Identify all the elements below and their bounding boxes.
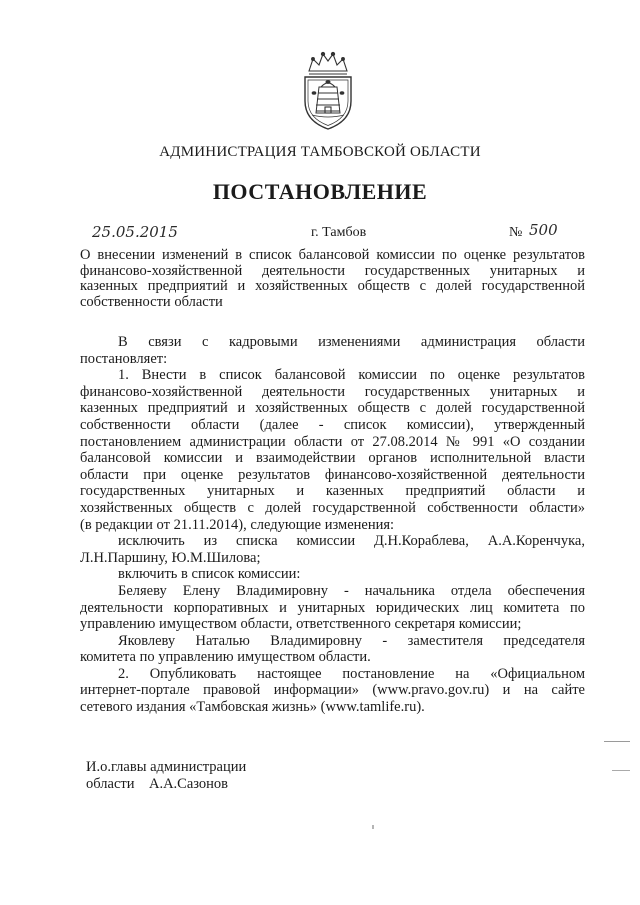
- subject-line: собственности области: [80, 293, 223, 310]
- item1-line: области при оценке результатов финансово-хозяйственной деятельности: [80, 466, 585, 483]
- member1-line: Беляеву Елену Владимировну - начальника отдела обеспечения: [118, 582, 585, 599]
- item2-line: сетевого издания «Тамбовская жизнь» (www.tamlife.ru).: [80, 699, 425, 716]
- scan-mark: [604, 741, 630, 742]
- number-label: №: [509, 225, 523, 240]
- preamble-line: постановляет:: [80, 350, 168, 367]
- member2-line: комитета по управлению имуществом области.: [80, 649, 371, 666]
- exclude-line: Л.Н.Паршину, Ю.М.Шилова;: [80, 549, 261, 566]
- subject-line: О внесении изменений в список балансовой комиссии по оценке результатов: [80, 247, 585, 263]
- item1-line: (в редакции от 21.11.2014), следующие изменения:: [80, 516, 395, 533]
- item1-line: собственности области (далее - список комиссии), утвержденный: [80, 416, 585, 433]
- document-type: ПОСТАНОВЛЕНИЕ: [212, 179, 428, 204]
- item1-line: постановлением администрации области от 27.08.2014 № 991 «О создании: [80, 433, 585, 450]
- document-body: [80, 334, 585, 716]
- item2-line: интернет-портале правовой информации» (www.pravo.gov.ru) и на сайте: [80, 682, 585, 699]
- document-subject: [80, 248, 585, 310]
- coat-of-arms-icon: [297, 49, 359, 131]
- member1-line: деятельности корпоративных и унитарных юридических лиц комитета по: [80, 599, 585, 616]
- item1-line: балансовой комиссии и взаимодействии органов исполнительной власти: [80, 450, 585, 467]
- item1-line: 1. Внести в список балансовой комиссии по оценке результатов: [118, 367, 585, 384]
- member2-line: Яковлеву Наталью Владимировну - заместителя председателя: [118, 632, 585, 649]
- preamble-line: В связи с кадровыми изменениями администрация области: [118, 334, 585, 350]
- member1-line: управлению имуществом области, ответственного секретаря комиссии;: [80, 616, 522, 633]
- subject-line: казенных предприятий и хозяйственных обществ с долей государственной: [80, 278, 585, 294]
- item1-line: хозяйственных обществ с долей государственной собственности области»: [80, 499, 585, 516]
- signature-line: [86, 776, 246, 793]
- signature-name: А.А.Сазонов: [148, 776, 229, 792]
- document-date: 25.05.2015: [92, 223, 178, 241]
- exclude-line: исключить из списка комиссии Д.Н.Кораблева, А.А.Коренчука,: [118, 533, 585, 550]
- organization-title: АДМИНИСТРАЦИЯ ТАМБОВСКОЙ ОБЛАСТИ: [159, 144, 481, 160]
- item1-line: финансово-хозяйственной деятельности государственных унитарных и: [80, 383, 585, 400]
- signature-block: [86, 759, 246, 793]
- city: г. Тамбов: [311, 225, 367, 240]
- include-label: включить в список комиссии:: [118, 566, 301, 583]
- item1-line: казенных предприятий и хозяйственных обществ с долей государственной: [80, 400, 585, 417]
- signature-region: области: [86, 776, 135, 792]
- scan-mark: [612, 770, 630, 771]
- item1-line: государственных унитарных и казенных предприятий области и: [80, 483, 585, 500]
- document-number: 500: [529, 221, 558, 239]
- scan-mark: [372, 825, 374, 829]
- signature-position: И.о.главы администрации: [86, 759, 247, 775]
- item2-line: 2. Опубликовать настоящее постановление на «Официальном: [118, 665, 585, 682]
- subject-line: финансово-хозяйственной деятельности государственных унитарных и: [80, 262, 585, 279]
